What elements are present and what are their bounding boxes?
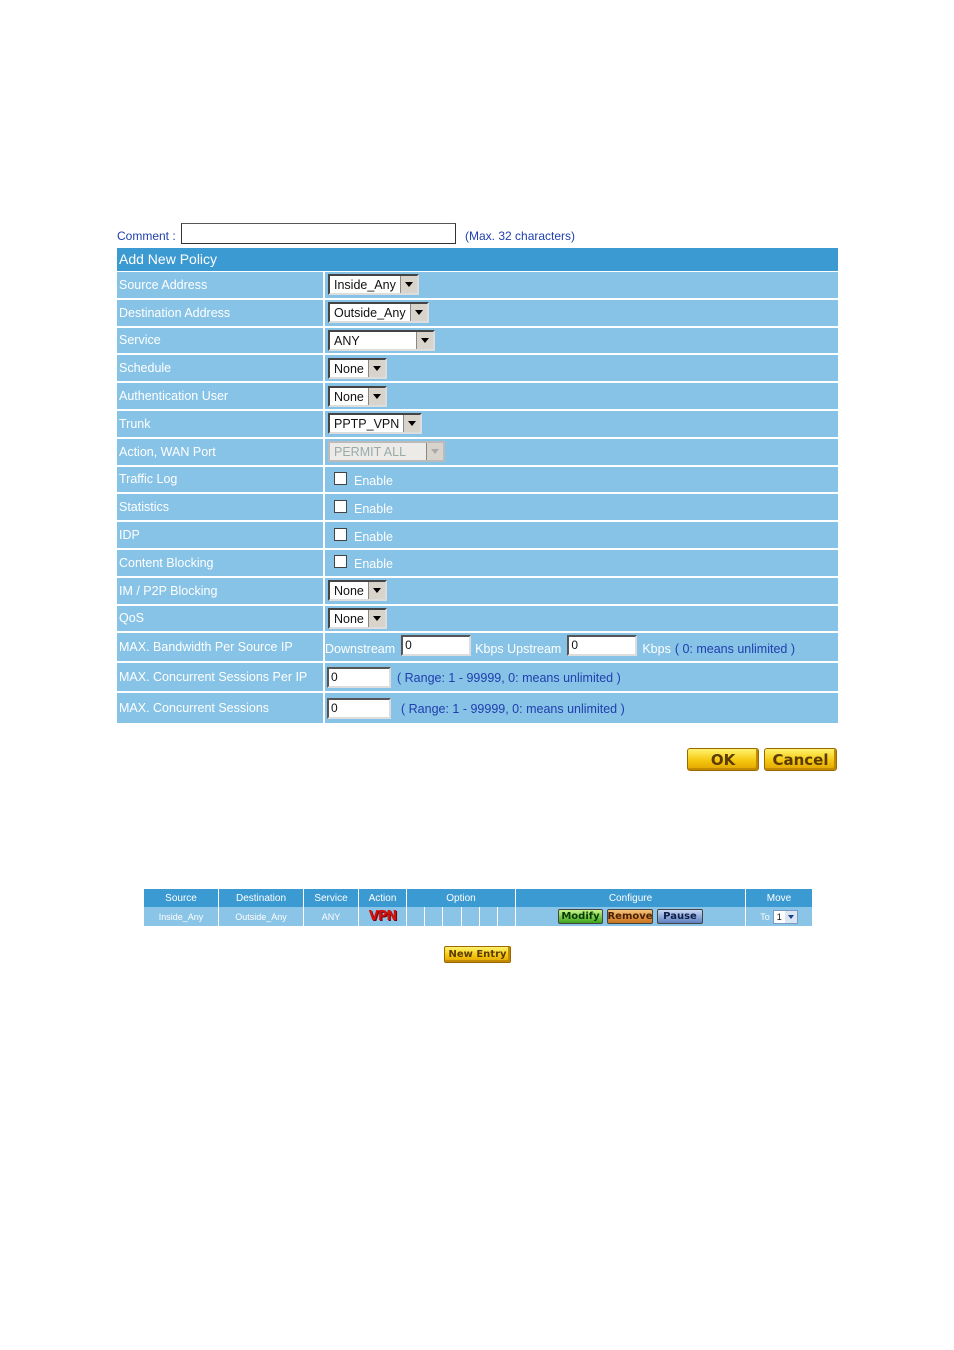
- row-traffic-log: [117, 467, 838, 495]
- row-max-sessions-per-ip: [117, 663, 838, 693]
- qos-select[interactable]: [328, 608, 387, 629]
- max-sessions-label: MAX. Concurrent Sessions: [117, 693, 325, 723]
- authentication-user-select[interactable]: [328, 386, 387, 407]
- content-blocking-enable-label: Enable: [354, 557, 393, 572]
- idp-enable-label: Enable: [354, 529, 393, 544]
- table-header-row: [144, 889, 812, 907]
- row-source-address: [117, 272, 838, 300]
- service-value: ANY: [330, 332, 416, 349]
- upstream-input[interactable]: 0: [567, 635, 637, 656]
- row-idp: [117, 522, 838, 550]
- move-value: 1: [776, 911, 782, 922]
- statistics-enable-label: Enable: [354, 501, 393, 516]
- im-p2p-blocking-select[interactable]: [328, 580, 387, 601]
- idp-label: IDP: [117, 522, 325, 548]
- row-max-sessions: [117, 693, 838, 723]
- cancel-button[interactable]: Cancel: [764, 748, 837, 771]
- max-sessions-per-ip-input[interactable]: 0: [327, 667, 391, 688]
- schedule-select[interactable]: [328, 358, 387, 379]
- dropdown-arrow-icon[interactable]: [368, 388, 385, 405]
- ok-button[interactable]: OK: [687, 748, 759, 771]
- row-trunk: [117, 411, 838, 439]
- row-im-p2p-blocking: [117, 578, 838, 606]
- row-schedule: [117, 355, 838, 383]
- statistics-checkbox[interactable]: [334, 500, 347, 513]
- dropdown-arrow-icon: [426, 443, 443, 460]
- row-max-bandwidth: [117, 633, 838, 663]
- idp-checkbox[interactable]: [334, 528, 347, 541]
- new-entry-button[interactable]: New Entry: [444, 946, 511, 963]
- header-option: Option: [407, 889, 516, 907]
- vpn-action-icon: VPN: [368, 909, 397, 924]
- traffic-log-label: Traffic Log: [117, 467, 325, 493]
- form-header: Add New Policy: [117, 248, 838, 272]
- action-wan-port-value: PERMIT ALL: [330, 443, 426, 460]
- service-label: Service: [117, 328, 325, 354]
- modify-button[interactable]: Modify: [558, 909, 603, 924]
- qos-value: None: [330, 610, 368, 627]
- table-row: [144, 907, 812, 926]
- max-sessions-note: ( Range: 1 - 99999, 0: means unlimited ): [401, 702, 625, 717]
- statistics-label: Statistics: [117, 494, 325, 520]
- traffic-log-checkbox[interactable]: [334, 472, 347, 485]
- row-content-blocking: [117, 550, 838, 578]
- row-configure: [516, 907, 746, 926]
- upstream-label: Kbps Upstream: [475, 642, 562, 657]
- chevron-down-icon[interactable]: [785, 911, 797, 923]
- authentication-user-value: None: [330, 388, 368, 405]
- row-source: Inside_Any: [144, 907, 219, 926]
- dropdown-arrow-icon[interactable]: [403, 415, 420, 432]
- qos-label: QoS: [117, 606, 325, 632]
- comment-input[interactable]: [181, 223, 456, 244]
- row-move: [746, 907, 812, 926]
- pause-button[interactable]: Pause: [657, 909, 703, 924]
- add-new-policy-form: [117, 248, 838, 723]
- downstream-input[interactable]: 0: [401, 635, 471, 656]
- comment-row: [117, 222, 837, 246]
- trunk-select[interactable]: [328, 413, 422, 434]
- row-action: [359, 907, 407, 926]
- row-destination: Outside_Any: [219, 907, 304, 926]
- header-move: Move: [766, 892, 792, 904]
- source-address-label: Source Address: [117, 272, 325, 298]
- content-blocking-label: Content Blocking: [117, 550, 325, 576]
- header-source: Source: [144, 889, 219, 907]
- row-statistics: [117, 494, 838, 522]
- remove-button[interactable]: Remove: [607, 911, 653, 922]
- row-authentication-user: [117, 383, 838, 411]
- source-address-value: Inside_Any: [330, 276, 400, 293]
- row-destination-address: [117, 300, 838, 328]
- header-configure: Configure: [516, 889, 746, 907]
- header-action: Action: [359, 889, 407, 907]
- schedule-value: None: [330, 360, 368, 377]
- max-bandwidth-label: MAX. Bandwidth Per Source IP: [117, 633, 325, 661]
- action-wan-port-select: [328, 441, 445, 462]
- move-select[interactable]: [773, 910, 798, 924]
- dropdown-arrow-icon[interactable]: [410, 304, 427, 321]
- trunk-value: PPTP_VPN: [330, 415, 403, 432]
- dropdown-arrow-icon[interactable]: [368, 360, 385, 377]
- max-sessions-per-ip-label: MAX. Concurrent Sessions Per IP: [117, 663, 325, 691]
- header-service: Service: [304, 889, 359, 907]
- bandwidth-note: ( 0: means unlimited ): [674, 642, 796, 657]
- dropdown-arrow-icon[interactable]: [368, 610, 385, 627]
- header-destination: Destination: [219, 889, 304, 907]
- destination-address-select[interactable]: [328, 302, 429, 323]
- im-p2p-blocking-label: IM / P2P Blocking: [117, 578, 325, 604]
- traffic-log-enable-label: Enable: [354, 473, 393, 488]
- dropdown-arrow-icon[interactable]: [368, 582, 385, 599]
- dropdown-arrow-icon[interactable]: [416, 332, 433, 349]
- policy-list-table: [144, 889, 812, 926]
- trunk-label: Trunk: [117, 411, 325, 437]
- destination-address-value: Outside_Any: [330, 304, 410, 321]
- action-wan-port-label: Action, WAN Port: [117, 439, 325, 465]
- row-service: ANY: [304, 907, 359, 926]
- authentication-user-label: Authentication User: [117, 383, 325, 409]
- destination-address-label: Destination Address: [117, 300, 325, 326]
- comment-hint: (Max. 32 characters): [465, 229, 576, 243]
- service-select[interactable]: [328, 330, 435, 351]
- row-action-wan-port: [117, 439, 838, 467]
- row-option: [407, 907, 516, 926]
- kbps-label: Kbps: [642, 642, 671, 657]
- move-to-label: To: [760, 911, 770, 922]
- content-blocking-checkbox[interactable]: [334, 555, 347, 568]
- max-sessions-input[interactable]: 0: [327, 698, 391, 719]
- dropdown-arrow-icon[interactable]: [400, 276, 417, 293]
- downstream-label: Downstream: [325, 642, 396, 657]
- comment-label: Comment :: [117, 229, 176, 243]
- row-qos: [117, 606, 838, 634]
- schedule-label: Schedule: [117, 355, 325, 381]
- row-service: [117, 328, 838, 356]
- im-p2p-blocking-value: None: [330, 582, 368, 599]
- max-sessions-per-ip-note: ( Range: 1 - 99999, 0: means unlimited ): [397, 671, 621, 686]
- source-address-select[interactable]: [328, 274, 419, 295]
